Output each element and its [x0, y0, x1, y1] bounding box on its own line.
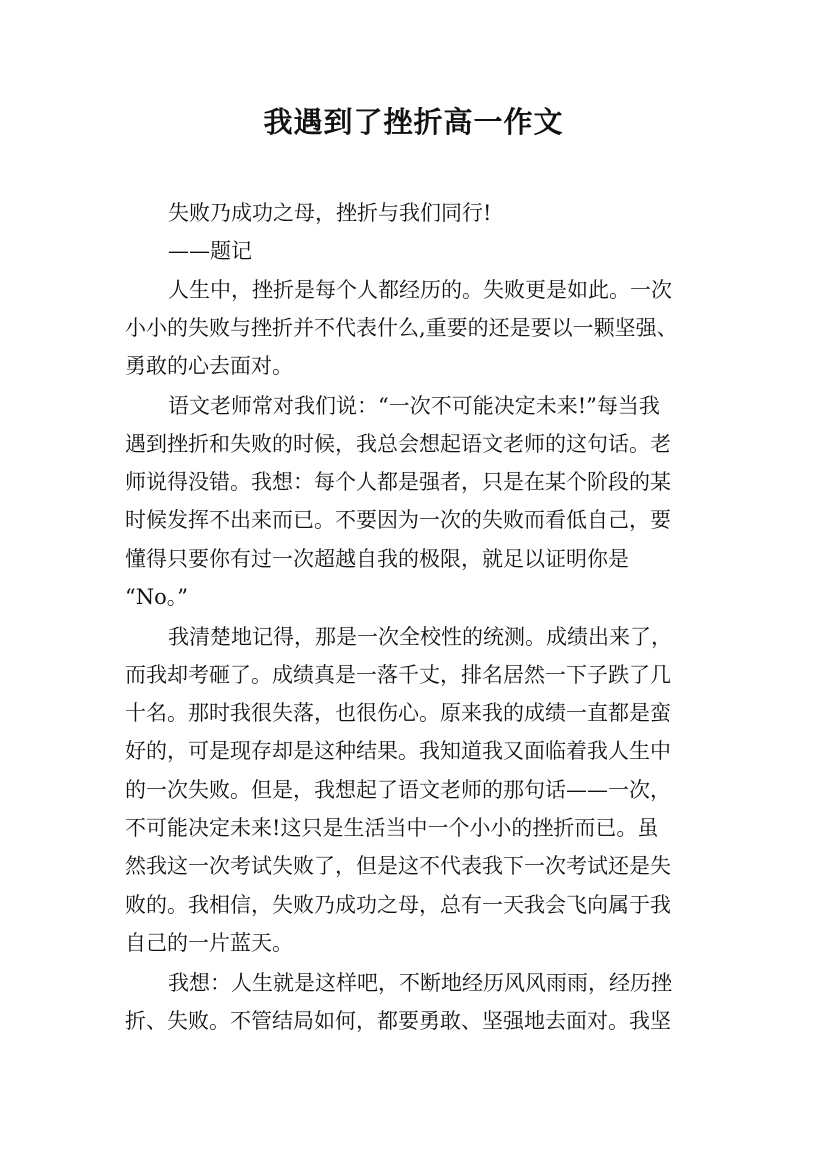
- paragraph-line: 好的，可是现存却是这种结果。我知道我又面临着我人生中: [125, 739, 671, 763]
- paragraph-line: 勇敢的心去面对。: [125, 354, 293, 378]
- paragraph-line: 然我这一次考试失败了，但是这不代表我下一次考试还是失: [125, 854, 671, 878]
- paragraph-line: 遇到挫折和失败的时候，我总会想起语文老师的这句话。老: [125, 432, 671, 456]
- paragraph-line: 十名。那时我很失落，也很伤心。原来我的成绩一直都是蛮: [125, 701, 671, 725]
- paragraph-line: 而我却考砸了。成绩真是一落千丈，排名居然一下子跌了几: [125, 663, 671, 687]
- paragraph-line: 懂得只要你有过一次超越自我的极限，就足以证明你是: [125, 547, 629, 571]
- paragraph-line: 时候发挥不出来而已。不要因为一次的失败而看低自己，要: [125, 508, 671, 532]
- paragraph-line: 折、失败。不管结局如何，都要勇敢、坚强地去面对。我坚: [125, 1009, 671, 1033]
- paragraph-line: 师说得没错。我想：每个人都是强者，只是在某个阶段的某: [125, 470, 671, 494]
- paragraph-line: “No。”: [125, 585, 188, 609]
- paragraph-line: 自己的一片蓝天。: [125, 931, 293, 955]
- document-title: 我遇到了挫折高一作文: [263, 105, 564, 139]
- paragraph-line: 的一次失败。但是，我想起了语文老师的那句话——一次，: [125, 778, 671, 802]
- paragraph-line: 小小的失败与挫折并不代表什么,重要的还是要以一颗坚强、: [125, 316, 678, 340]
- paragraph-line: 人生中，挫折是每个人都经历的。失败更是如此。一次: [168, 278, 672, 302]
- epigraph-attribution: ——题记: [168, 239, 252, 263]
- paragraph-line: 不可能决定未来!这只是生活当中一个小小的挫折而已。虽: [125, 816, 659, 840]
- paragraph-line: 败的。我相信，失败乃成功之母，总有一天我会飞向属于我: [125, 893, 671, 917]
- epigraph-quote: 失败乃成功之母，挫折与我们同行!: [168, 201, 492, 225]
- paragraph-line: 我想：人生就是这样吧，不断地经历风风雨雨，经历挫: [168, 971, 672, 995]
- paragraph-line: 我清楚地记得，那是一次全校性的统测。成绩出来了，: [168, 625, 672, 649]
- paragraph-line: 语文老师常对我们说：“一次不可能决定未来!”每当我: [168, 394, 660, 418]
